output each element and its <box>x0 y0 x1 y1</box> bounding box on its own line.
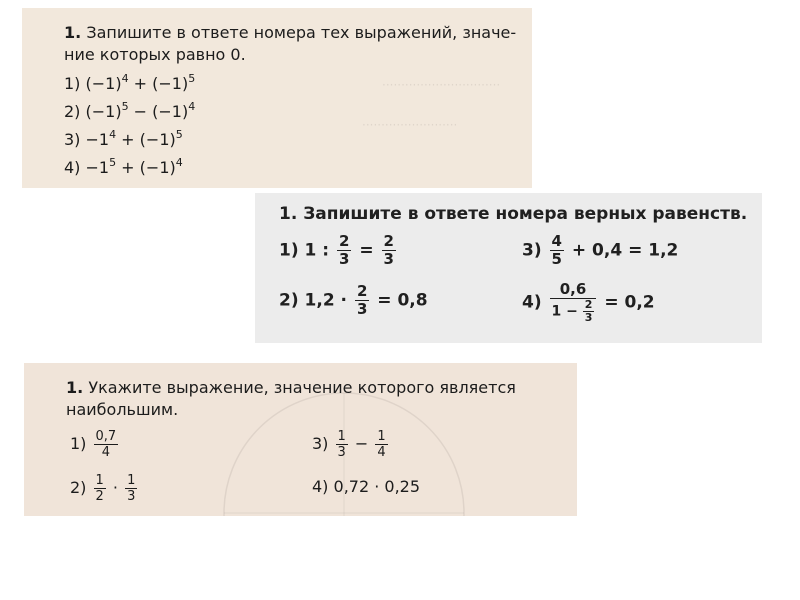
option-label: 2) <box>70 478 87 497</box>
fraction: $\frac{2}{3}$ <box>356 282 368 318</box>
option-label: 2) <box>64 102 81 121</box>
question-text <box>64 22 516 66</box>
question-line: Запишите в ответе номера верных равенств. <box>303 204 748 224</box>
question-line: Запишите в ответе номера тех выражений, значе- <box>86 23 517 42</box>
fraction: $\frac{1}{4}$ <box>377 429 386 460</box>
task-card-3 <box>24 363 577 516</box>
option-label: 1) <box>279 240 299 261</box>
option-label: 4) <box>312 477 329 496</box>
option-4: 4) 0,72 · 0,25 <box>312 477 421 496</box>
option-3: 3) $\frac{4}{5}$ + 0,4 = 1,2 <box>522 232 679 268</box>
question-number: 1. <box>64 23 82 42</box>
option-label: 3) <box>64 130 81 149</box>
option-1: 1) 1 : $\frac{2}{3}$ = $\frac{2}{3}$ <box>279 232 394 268</box>
option-1: 1) $(-1)^4 + (-1)^5$ <box>64 72 196 93</box>
option-label: 1) <box>64 74 81 93</box>
fraction: $\frac{1}{3}$ <box>127 473 136 504</box>
option-label: 3) <box>522 240 542 261</box>
option-2: 2) $(-1)^5 - (-1)^4$ <box>64 100 196 121</box>
fraction: $\frac{1}{2}$ <box>95 473 104 504</box>
task-card-2 <box>255 193 762 343</box>
question-text <box>66 377 516 421</box>
fraction: $\frac{2}{3}$ <box>383 232 394 268</box>
question-line: Укажите выражение, значение которого является <box>88 378 516 397</box>
option-label: 2) <box>279 290 299 311</box>
option-4: 4) 0,6 1 − $\frac{2}{3}$ = 0,2 <box>522 280 655 324</box>
question-text <box>279 203 747 225</box>
bleed-through-text: ························· <box>362 118 458 132</box>
option-label: 4) <box>64 158 81 177</box>
fraction: $\frac{0,7}{4}$ <box>95 429 117 460</box>
question-line: наибольшим. <box>66 400 179 419</box>
option-3: 3) $\frac{1}{3}$ − $\frac{1}{4}$ <box>312 429 386 460</box>
question-number: 1. <box>279 204 298 224</box>
option-1 <box>70 429 120 460</box>
fraction: $\frac{2}{3}$ <box>339 232 350 268</box>
question-line: ние которых равно 0. <box>64 45 246 64</box>
option-3: $3) -1^4 + (-1)^5$ <box>64 128 183 149</box>
option-2: 2) $\frac{1}{2}$ · $\frac{1}{3}$ <box>70 473 136 504</box>
option-label: 1) <box>70 434 87 453</box>
option-2: 2) 1,2 · $\frac{2}{3}$ = 0,8 <box>279 282 428 318</box>
task-card-1 <box>22 8 532 188</box>
question-number: 1. <box>66 378 84 397</box>
option-label: 3) <box>312 434 329 453</box>
fraction: $\frac{4}{5}$ <box>551 232 562 268</box>
fraction: 0,6 1 − $\frac{2}{3}$ <box>550 281 597 324</box>
option-4: $4) -1^5 + (-1)^4$ <box>64 156 183 177</box>
bleed-through-text: ······························· <box>382 78 501 92</box>
option-label: 4) <box>522 292 542 313</box>
fraction: $\frac{1}{3}$ <box>337 429 346 460</box>
